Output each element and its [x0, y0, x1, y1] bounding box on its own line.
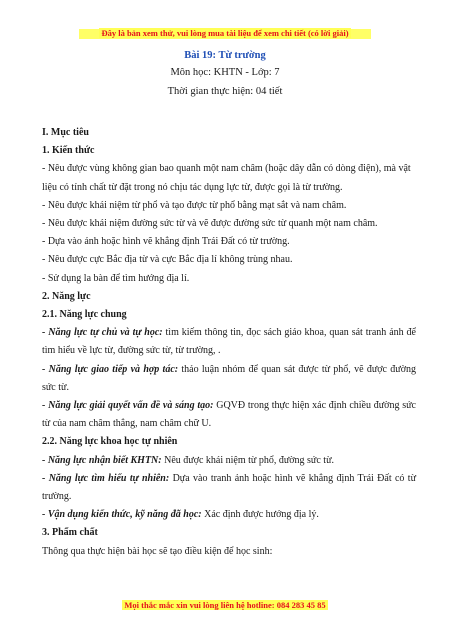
competence-text: GQVĐ trong thực hiện xác định chiều đường sức từ của nam châm thẳng, nam châm chữ U.: [42, 400, 416, 430]
science-label: - Năng lực tìm hiểu tự nhiên:: [42, 472, 170, 484]
heading-objectives: I. Mục tiêu: [42, 127, 89, 138]
heading-competence: 2. Năng lực: [42, 290, 91, 302]
heading-qualities: 3. Phẩm chất: [42, 527, 98, 539]
competence-text: tìm kiếm thông tin, đọc sách giáo khoa, quan sát tranh ảnh để tìm hiểu về lực từ, đường sức từ, từ trường, .: [42, 327, 417, 357]
lesson-title: Bài 19: Từ trường: [184, 50, 266, 61]
qualities-text: Thông qua thực hiện bài học sẽ tạo điều kiện để học sinh:: [42, 545, 273, 557]
competence-label: - Năng lực tự chủ và tự học:: [42, 327, 163, 339]
hotline-banner: Mọi thắc mắc xin vui lòng liên hệ hotline: 084 283 45 85: [124, 600, 326, 610]
subject-line: Môn học: KHTN - Lớp: 7: [170, 67, 280, 78]
knowledge-item: - Nêu được vùng không gian bao quanh một nam châm (hoặc dây dẫn có dòng điện), mà vật liệu có tính chất từ đặt trong nó chịu tác dụng lực từ, được gọi là từ trường.: [42, 163, 411, 193]
knowledge-item: - Nêu được khái niệm từ phổ và tạo được từ phổ bằng mạt sắt và nam châm.: [42, 199, 347, 211]
heading-science-competence: 2.2. Năng lực khoa học tự nhiên: [42, 436, 178, 448]
competence-label: - Năng lực giao tiếp và hợp tác:: [42, 363, 179, 375]
preview-banner: Đây là bản xem thử, vui lòng mua tài liệu để xem chi tiết (có lời giải): [0, 28, 450, 39]
document-body: [42, 124, 416, 561]
competence-item: [42, 397, 416, 433]
science-item: [42, 506, 416, 524]
knowledge-item: - Nêu được cực Bắc địa từ và cực Bắc địa lí không trùng nhau.: [42, 254, 293, 266]
competence-text: thảo luận nhóm để quan sát được từ phổ, vẽ được đường sức từ.: [42, 363, 416, 393]
competence-label: - Năng lực giải quyết vấn đề và sáng tạo:: [42, 400, 214, 412]
knowledge-item: - Nêu được khái niệm đường sức từ và vẽ được đường sức từ quanh một nam châm.: [42, 218, 378, 230]
knowledge-item: - Sử dụng la bàn để tìm hướng địa lí.: [42, 272, 190, 284]
duration-line: Thời gian thực hiện: 04 tiết: [167, 86, 283, 97]
science-item: [42, 470, 416, 506]
science-text: Dựa vào tranh ảnh hoặc hình vẽ khẳng định Trái Đất có từ trường.: [42, 472, 416, 503]
science-text: Xác định được hướng địa lý.: [201, 509, 319, 521]
science-label: - Vận dụng kiến thức, kỹ năng đã học:: [42, 509, 202, 521]
science-label: - Năng lực nhận biết KHTN:: [42, 454, 162, 466]
competence-item: [42, 361, 416, 397]
knowledge-item: - Dựa vào ảnh hoặc hình vẽ khẳng định Trái Đất có từ trường.: [42, 236, 290, 248]
heading-knowledge: 1. Kiến thức: [42, 145, 95, 157]
science-text: Nêu được khái niệm từ phổ, đường sức từ.: [161, 454, 334, 466]
science-item: [42, 452, 416, 470]
heading-general-competence: 2.1. Năng lực chung: [42, 309, 127, 321]
competence-item: [42, 324, 416, 360]
